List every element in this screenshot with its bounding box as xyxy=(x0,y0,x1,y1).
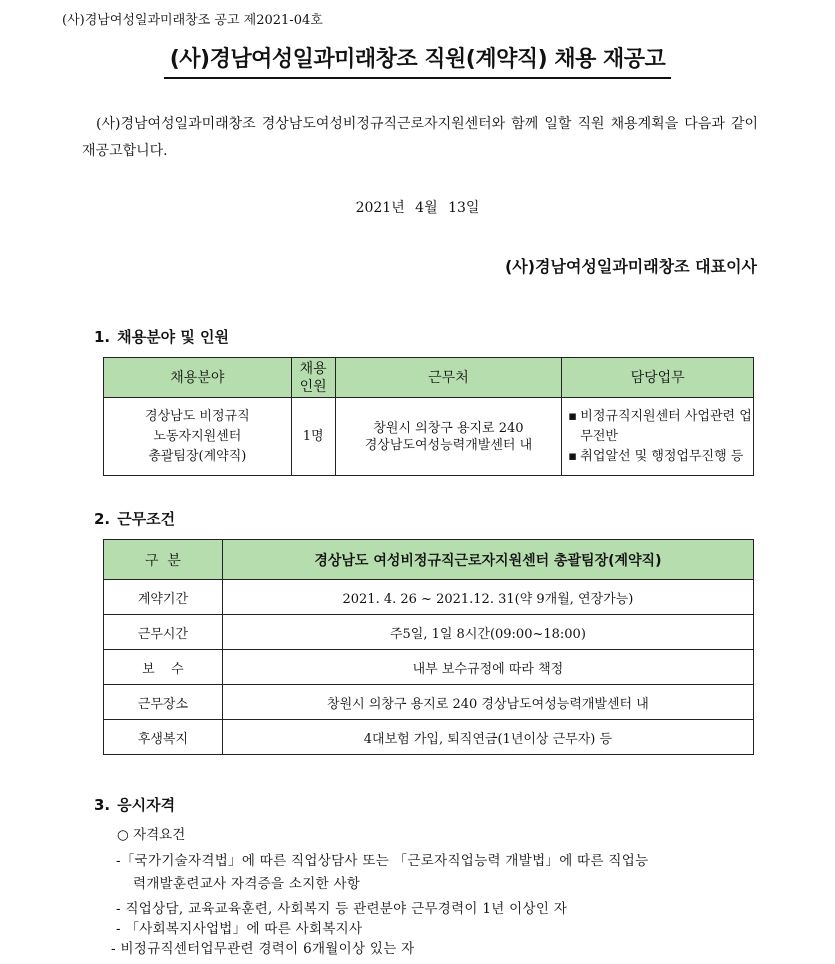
header-place: 근무처 xyxy=(335,358,562,398)
qualification-item: - 「사회복지사업법」에 따른 사회복지사 xyxy=(116,921,363,937)
field-line: 노동자지원센터 xyxy=(153,428,242,444)
condition-value: 주5일, 1일 8시간(09:00~18:00) xyxy=(222,615,753,650)
announcement-date: 2021년 4월 13일 xyxy=(355,200,480,216)
section-3-title: 응시자격 xyxy=(117,796,176,814)
recruitment-row xyxy=(104,398,754,476)
duty-item: ▪ 비정규직지원센터 사업관련 업무전반 xyxy=(568,407,753,447)
section-1-title: 채용분야 및 인원 xyxy=(117,328,230,346)
intro-paragraph: (사)경남여성일과미래창조 경상남도여성비정규직근로자지원센터와 함께 일할 직원 채용계획을 다음과 같이 재공고합니다. xyxy=(82,116,758,159)
qualification-subhead: ○ 자격요건 xyxy=(117,827,186,843)
cell-count: 1명 xyxy=(291,398,335,476)
place-line: 창원시 의창구 용지로 240 xyxy=(373,420,524,436)
duty-item: ▪ 취업알선 및 행정업무진행 등 xyxy=(568,447,753,467)
conditions-header-row xyxy=(104,540,754,580)
header-field: 채용분야 xyxy=(104,358,292,398)
section-2-title: 근무조건 xyxy=(117,510,176,528)
title-container xyxy=(0,42,835,79)
section-1-heading xyxy=(94,326,229,347)
section-3-heading xyxy=(94,794,175,815)
section-2-heading xyxy=(94,508,175,529)
condition-value: 4대보험 가입, 퇴직연금(1년이상 근무자) 등 xyxy=(222,720,753,755)
header-count-line2: 인원 xyxy=(299,378,327,395)
place-line: 경상남도여성능력개발센터 내 xyxy=(364,437,533,453)
qualification-item: - 비정규직센터업무관련 경력이 6개월이상 있는 자 xyxy=(111,941,415,957)
header-count xyxy=(291,358,335,398)
conditions-row xyxy=(104,720,754,755)
cell-duty xyxy=(562,398,754,476)
qualification-item: - 직업상담, 교육교육훈련, 사회복지 등 관련분야 근무경력이 1년 이상인 자 xyxy=(116,901,568,917)
header-position: 경상남도 여성비정규직근로자지원센터 총괄팀장(계약직) xyxy=(222,540,753,580)
condition-value: 2021. 4. 26 ~ 2021.12. 31(약 9개월, 연장가능) xyxy=(222,580,753,615)
section-1-number: 1. xyxy=(94,328,111,346)
conditions-row xyxy=(104,580,754,615)
condition-value: 내부 보수규정에 따라 책정 xyxy=(222,650,753,685)
conditions-row xyxy=(104,650,754,685)
section-3-number: 3. xyxy=(94,796,111,814)
condition-label: 보 수 xyxy=(104,650,223,685)
field-line: 총괄팀장(계약직) xyxy=(148,448,247,464)
condition-value: 창원시 의창구 용지로 240 경상남도여성능력개발센터 내 xyxy=(222,685,753,720)
cell-field xyxy=(104,398,292,476)
recruitment-header-row xyxy=(104,358,754,398)
notice-number: (사)경남여성일과미래창조 공고 제2021-04호 xyxy=(62,13,323,28)
conditions-row xyxy=(104,615,754,650)
header-count-line1: 채용 xyxy=(299,360,327,377)
condition-label: 계약기간 xyxy=(104,580,223,615)
cell-place xyxy=(335,398,562,476)
conditions-table xyxy=(103,539,754,755)
condition-label: 근무시간 xyxy=(104,615,223,650)
qualification-item: 력개발훈련교사 자격증을 소지한 사항 xyxy=(133,876,361,892)
recruitment-table xyxy=(103,357,754,476)
header-category: 구 분 xyxy=(104,540,223,580)
document-title: (사)경남여성일과미래창조 직원(계약직) 채용 재공고 xyxy=(164,42,672,79)
qualification-item: -「국가기술자격법」에 따른 직업상담사 또는 「근로자직업능력 개발법」에 따른 직업능 xyxy=(116,853,649,869)
condition-label: 후생복지 xyxy=(104,720,223,755)
condition-label: 근무장소 xyxy=(104,685,223,720)
field-line: 경상남도 비정규직 xyxy=(145,408,250,424)
signer: (사)경남여성일과미래창조 대표이사 xyxy=(504,257,757,276)
section-2-number: 2. xyxy=(94,510,111,528)
header-duty: 담당업무 xyxy=(562,358,754,398)
conditions-row xyxy=(104,685,754,720)
